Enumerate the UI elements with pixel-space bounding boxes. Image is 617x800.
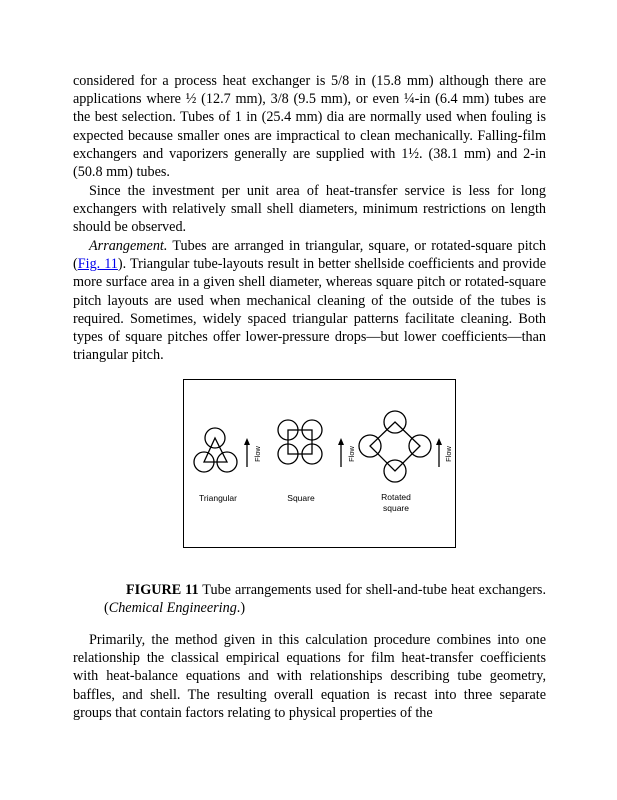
paragraph-exchanger-length: Since the investment per unit area of heat-transfer service is less for long exchangers with relatively small shell diameters, minimum restrictions on length should be observed.: [73, 183, 546, 236]
triangular-pattern: [194, 428, 237, 472]
rotated-square-pattern: [359, 411, 431, 482]
flow-label-2: Flow: [347, 446, 356, 462]
label-rotated: Rotated: [381, 492, 411, 502]
label-rotated-square: square: [383, 503, 409, 513]
flow-label-1: Flow: [253, 446, 262, 462]
label-triangular: Triangular: [199, 493, 237, 503]
label-square: Square: [287, 493, 315, 503]
tube-arrangement-diagram: [184, 380, 457, 549]
caption-end: .): [236, 600, 246, 617]
arrangement-text-b: ). Triangular tube-layouts result in better shellside coefficients and provide more surface area in a given shell diameter, whereas square pitch or rotated-square pitch layouts are used when mechanical cleaning of the outside of the tubes is required. Sometimes, widely spaced triangular patterns facilitate cleaning. Both types of square pitches offer lower-pressure drops—but lower coefficients—than triangular pitch.: [73, 256, 546, 364]
figure-11-link[interactable]: Fig. 11: [77, 256, 118, 273]
caption-figure-label: FIGURE 11: [126, 582, 199, 598]
figure-11-tube-arrangements: [183, 379, 456, 548]
figure-11-caption: [104, 581, 546, 617]
flow-arrowhead-3: [436, 438, 442, 445]
arrangement-heading: Arrangement.: [89, 238, 168, 254]
arrangement-text-a: Tubes are arranged in triangular, square, or rotated-square pitch (: [73, 238, 546, 273]
square-pattern: [278, 420, 322, 464]
caption-source: Chemical Engineering: [108, 600, 237, 617]
paragraph-arrangement: [73, 237, 546, 364]
paragraph-tube-sizes: considered for a process heat exchanger is 5/8 in (15.8 mm) although there are applications where ½ (12.7 mm), 3/8 (9.5 mm), or even ¼-in (6.4 mm) tubes are the best selection. Tubes of 1 in (25.4 mm) dia are normally used when fouling is expected because smaller ones are impractical to clean mechanically. Falling-film exchangers and vaporizers generally are supplied with 1½. (38.1 mm) and 2-in (50.8 mm) tubes.: [73, 73, 546, 181]
flow-arrowhead-1: [244, 438, 250, 445]
flow-label-3: Flow: [444, 446, 453, 462]
caption-text: Tube arrangements used for shell-and-tube heat exchangers. (: [104, 582, 546, 617]
flow-arrows: [247, 442, 439, 467]
paragraph-method: Primarily, the method given in this calculation procedure combines into one relationship the classical empirical equations for film heat-transfer coefficients with heat-balance equations and with relationships describing tube geometry, baffles, and shell. The resulting overall equation is recast into three separate groups that contain factors relating to physical properties of the: [73, 632, 546, 721]
flow-arrowhead-2: [338, 438, 344, 445]
